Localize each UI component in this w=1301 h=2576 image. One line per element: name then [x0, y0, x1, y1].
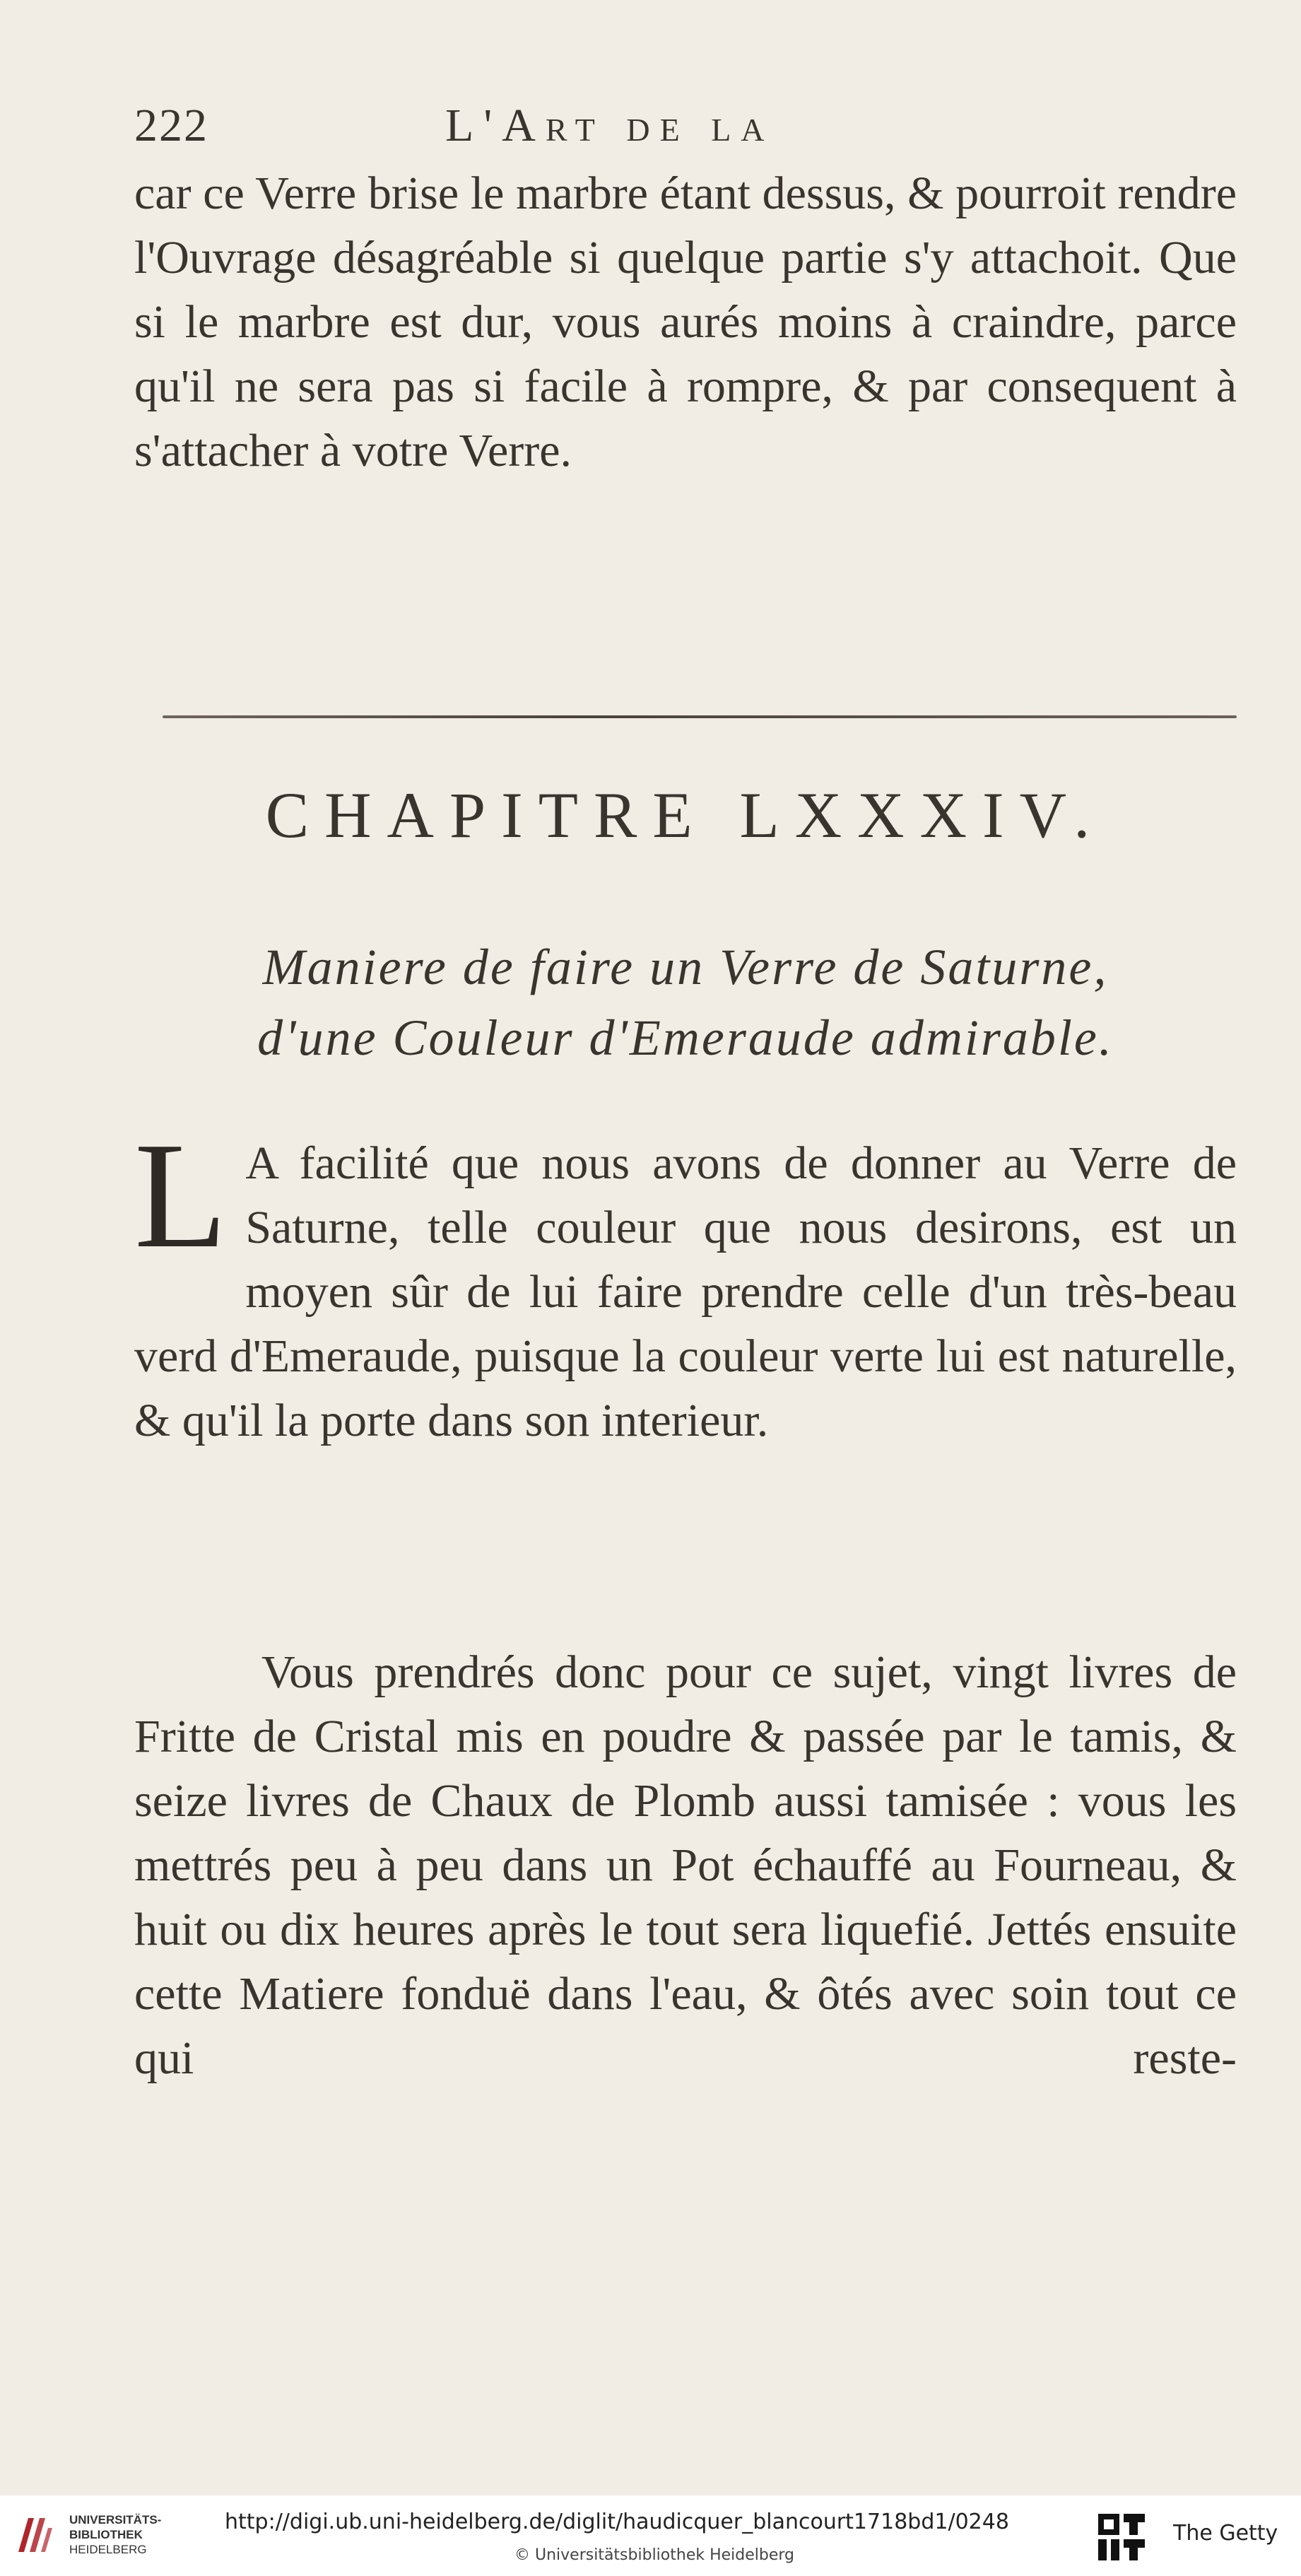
heidelberg-library-logo-icon [14, 2514, 55, 2556]
drop-cap-letter: L [134, 1111, 228, 1280]
paragraph-recipe: Vous prendrés donc pour ce sujet, vingt livres de Fritte de Cristal mis en poudre & passée par le tamis, & seize livres de Chaux de Plomb aussi tamisée : vous les mettrés peu à peu dans un Pot échauffé au Fourneau, & huit ou dix heures après le tout sera liquefié. Jettés ensuite cette Matiere fonduë dans l'eau, & ôtés avec soin tout ce qui reste- [134, 1646, 1237, 2084]
library-name-line-1: UNIVERSITÄTS- [69, 2513, 162, 2527]
paragraph-opening-text: A facilité que nous avons de donner au Verre de Saturne, telle couleur que nous desirons, est un moyen sûr de lui faire prendre celle d'un très-beau verd d'Emeraude, puisque la couleur verte lui est naturelle, & qu'il la porte dans son interieur. [134, 1137, 1237, 1446]
getty-logo-icon [1095, 2510, 1149, 2563]
chapter-subtitle [134, 932, 1237, 1073]
chapter-subtitle-line-2: d'une Couleur d'Emeraude admirable. [257, 1009, 1114, 1066]
paragraph-continued: car ce Verre brise le marbre étant dessus, & pourroit rendre l'Ouvrage désagréable si quelque partie s'y attachoit. Que si le marbre est dur, vous aurés moins à craindre, parce qu'il ne sera pas si facile à rompre, & par consequent à s'attacher à votre Verre. [134, 168, 1237, 476]
library-name-line-3: HEIDELBERG [69, 2543, 147, 2556]
paragraph-opening [134, 1111, 1237, 1453]
chapter-title: CHAPITRE LXXXIV. [265, 779, 1106, 851]
library-name [69, 2512, 161, 2557]
page-number: 222 [134, 100, 208, 151]
running-head: L'Art de la [445, 100, 775, 151]
chapter-subtitle-line-1: Maniere de faire un Verre de Saturne, [262, 939, 1109, 995]
getty-name: The Getty [1173, 2521, 1278, 2546]
permalink-url[interactable]: http://digi.ub.uni-heidelberg.de/diglit/haudicquer_blancourt1718bd1/0248 [225, 2510, 1009, 2534]
copyright-notice: © Universitätsbibliothek Heidelberg [514, 2546, 795, 2564]
chapter-divider-rule [163, 715, 1237, 718]
digitization-footer [0, 2495, 1301, 2576]
library-name-line-2: BIBLIOTHEK [69, 2528, 143, 2541]
